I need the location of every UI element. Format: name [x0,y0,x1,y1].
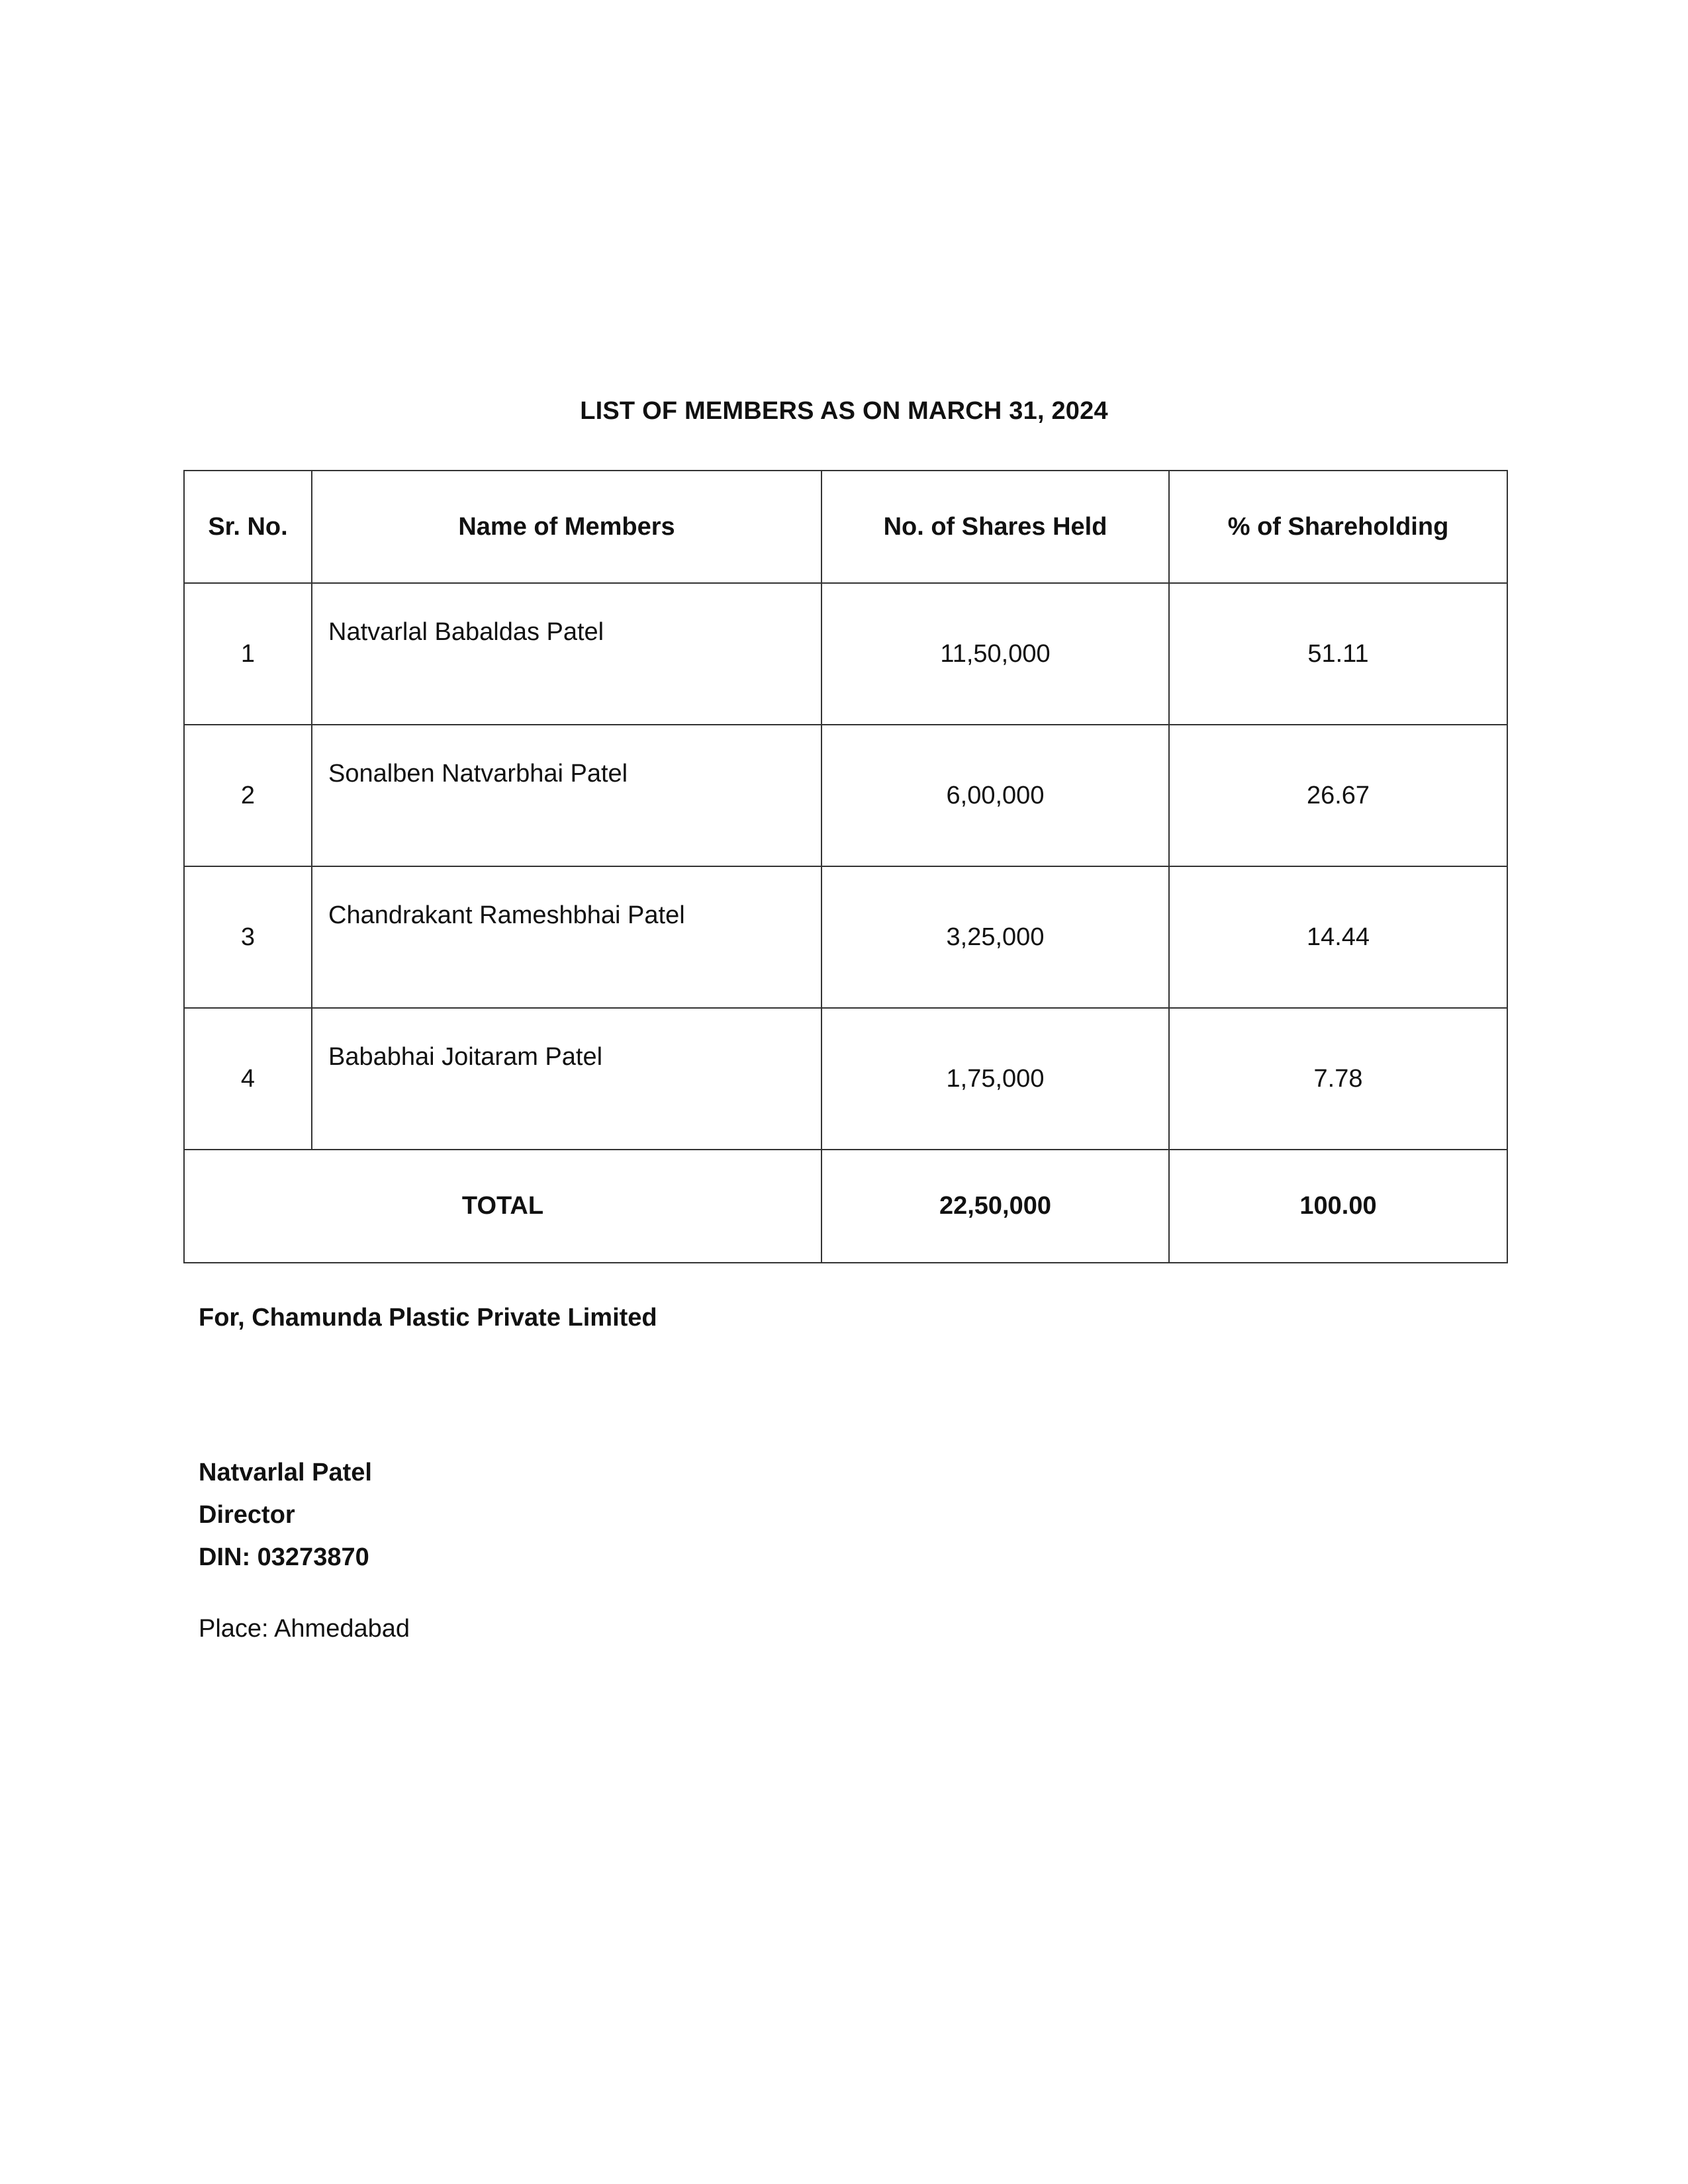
member-name-cell: Bababhai Joitaram Patel [312,1008,821,1150]
sr-no-cell: 4 [184,1008,312,1150]
shares-cell: 11,50,000 [821,583,1169,725]
total-row [184,1150,1507,1263]
signer-name: Natvarlal Patel [199,1459,372,1486]
signer-din: DIN: 03273870 [199,1543,369,1571]
percent-cell: 7.78 [1169,1008,1507,1150]
total-label: TOTAL [184,1150,821,1263]
shares-cell: 6,00,000 [821,725,1169,866]
place-line: Place: Ahmedabad [199,1615,410,1643]
sr-no-cell: 3 [184,866,312,1008]
member-name-cell: Natvarlal Babaldas Patel [312,583,821,725]
members-table [183,470,1508,1263]
page-title: LIST OF MEMBERS AS ON MARCH 31, 2024 [580,397,1108,425]
table-header-row [184,471,1507,583]
sr-no-cell: 2 [184,725,312,866]
percent-cell: 14.44 [1169,866,1507,1008]
signer-title: Director [199,1501,295,1529]
shares-cell: 1,75,000 [821,1008,1169,1150]
total-shares: 22,50,000 [821,1150,1169,1263]
table-row [184,1008,1507,1150]
percent-cell: 26.67 [1169,725,1507,866]
header-shares-held: No. of Shares Held [821,471,1169,583]
table-row [184,866,1507,1008]
member-name-cell: Chandrakant Rameshbhai Patel [312,866,821,1008]
percent-cell: 51.11 [1169,583,1507,725]
header-shareholding-percent: % of Shareholding [1169,471,1507,583]
table-row [184,583,1507,725]
total-percent: 100.00 [1169,1150,1507,1263]
table-row [184,725,1507,866]
company-signature-line: For, Chamunda Plastic Private Limited [199,1304,657,1332]
sr-no-cell: 1 [184,583,312,725]
header-name-of-members: Name of Members [312,471,821,583]
member-name-cell: Sonalben Natvarbhai Patel [312,725,821,866]
shares-cell: 3,25,000 [821,866,1169,1008]
header-sr-no: Sr. No. [184,471,312,583]
